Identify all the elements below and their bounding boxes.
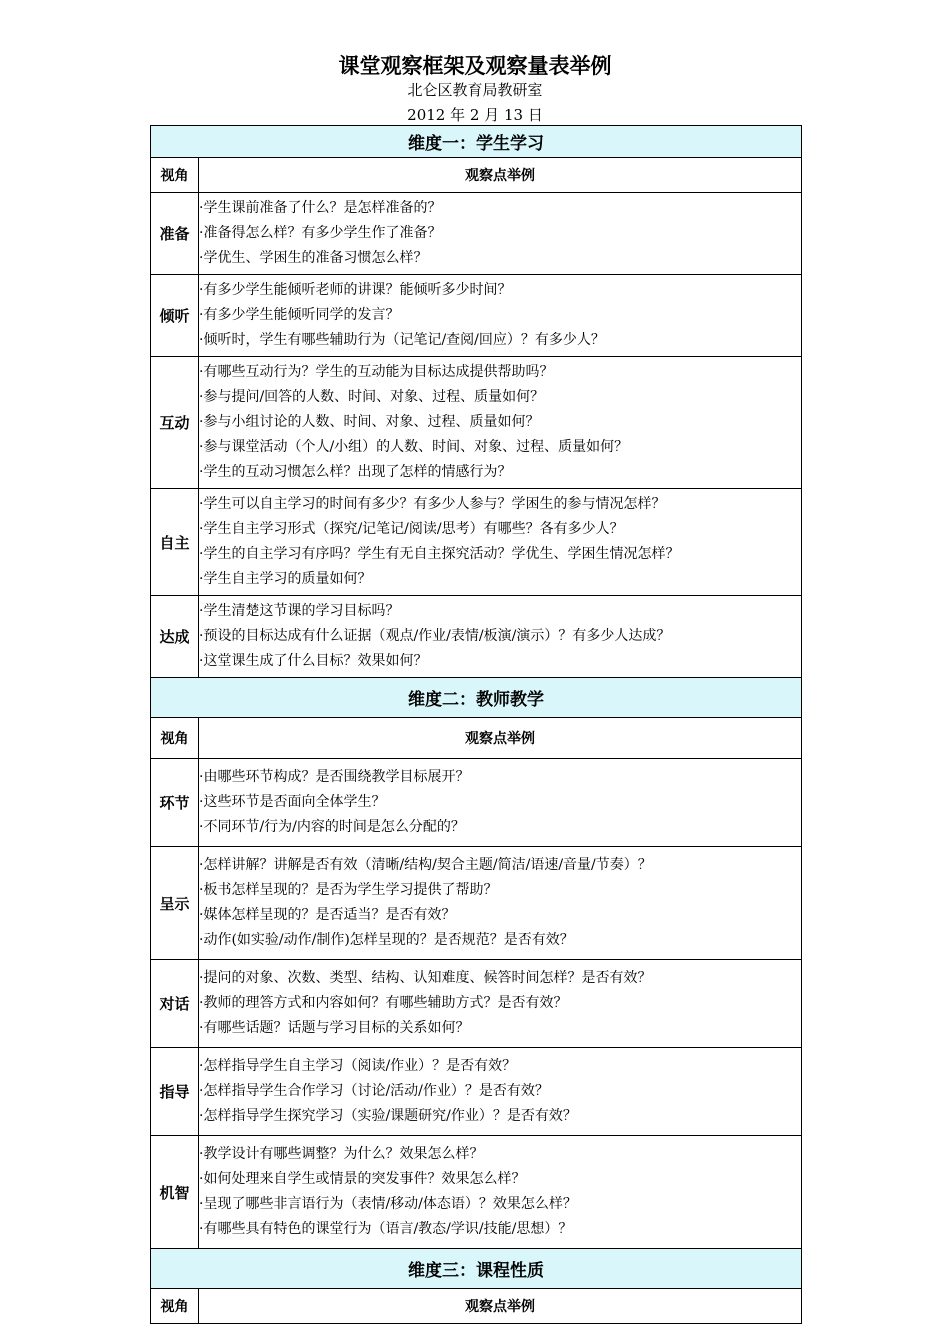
observation-point: ·呈现了哪些非言语行为（表情/移动/体态语）？效果怎么样？ (199, 1196, 577, 1212)
observation-point: ·不同环节/行为/内容的时间是怎么分配的？ (199, 819, 465, 835)
view-cell: 机智 (151, 1136, 199, 1249)
table-row (151, 193, 802, 275)
dimension-heading-row (151, 126, 802, 158)
column-header-points: 观察点举例 (199, 1289, 802, 1324)
table-row (151, 489, 802, 596)
observation-point: ·学生自主学习形式（探究/记笔记/阅读/思考）有哪些？各有多少人？ (199, 521, 624, 537)
view-cell: 达成 (151, 596, 199, 678)
observation-point: ·学生课前准备了什么？是怎样准备的？ (199, 200, 442, 216)
view-cell: 指导 (151, 1048, 199, 1136)
observation-point: ·有多少学生能倾听同学的发言？ (199, 307, 400, 323)
observation-point: ·有哪些话题？话题与学习目标的关系如何？ (199, 1020, 470, 1036)
observation-point: ·参与提问/回答的人数、时间、对象、过程、质量如何？ (199, 389, 545, 405)
observation-points-cell (199, 759, 802, 847)
table-row (151, 759, 802, 847)
dimension-heading: 维度一：学生学习 (151, 126, 802, 158)
observation-point: ·板书怎样呈现的？是否为学生学习提供了帮助？ (199, 882, 498, 898)
observation-point: ·有哪些互动行为？学生的互动能为目标达成提供帮助吗？ (199, 364, 554, 380)
view-cell: 互动 (151, 357, 199, 489)
observation-point: ·参与小组讨论的人数、时间、对象、过程、质量如何？ (199, 414, 540, 430)
view-cell: 呈示 (151, 847, 199, 960)
column-header-points: 观察点举例 (199, 718, 802, 759)
observation-points-cell (199, 1136, 802, 1249)
observation-point: ·怎样指导学生探究学习（实验/课题研究/作业）？是否有效？ (199, 1108, 577, 1124)
observation-points-cell (199, 960, 802, 1048)
dimension-heading: 维度二：教师教学 (151, 678, 802, 718)
observation-point: ·这些环节是否面向全体学生？ (199, 794, 386, 810)
table-row (151, 275, 802, 357)
observation-point: ·怎样讲解？讲解是否有效（清晰/结构/契合主题/简洁/语速/音量/节奏）？ (199, 857, 652, 873)
view-cell: 自主 (151, 489, 199, 596)
observation-points-cell (199, 357, 802, 489)
observation-point: ·由哪些环节构成？是否围绕教学目标展开？ (199, 769, 470, 785)
column-header-row (151, 158, 802, 193)
dimension-heading-row (151, 1249, 802, 1289)
column-header-view: 视角 (151, 1289, 199, 1324)
table-row (151, 596, 802, 678)
view-cell: 倾听 (151, 275, 199, 357)
observation-points-cell (199, 1048, 802, 1136)
observation-point: ·怎样指导学生合作学习（讨论/活动/作业）？是否有效？ (199, 1083, 549, 1099)
observation-point: ·这堂课生成了什么目标？效果如何？ (199, 653, 428, 669)
observation-point: ·准备得怎么样？有多少学生作了准备？ (199, 225, 442, 241)
observation-point: ·学优生、学困生的准备习惯怎么样？ (199, 250, 428, 266)
view-cell: 对话 (151, 960, 199, 1048)
observation-points-cell (199, 596, 802, 678)
dimension-heading-row (151, 678, 802, 718)
observation-point: ·倾听时，学生有哪些辅助行为（记笔记/查阅/回应）？有多少人？ (199, 332, 605, 348)
table-row (151, 960, 802, 1048)
observation-points-cell (199, 193, 802, 275)
observation-point: ·教学设计有哪些调整？为什么？效果怎么样？ (199, 1146, 484, 1162)
observation-point: ·学生可以自主学习的时间有多少？有多少人参与？学困生的参与情况怎样？ (199, 496, 666, 512)
observation-point: ·提问的对象、次数、类型、结构、认知难度、候答时间怎样？是否有效？ (199, 970, 652, 986)
observation-point: ·如何处理来自学生或情景的突发事件？效果怎么样？ (199, 1171, 526, 1187)
observation-point: ·学生清楚这节课的学习目标吗？ (199, 603, 400, 619)
dimension-heading: 维度三：课程性质 (151, 1249, 802, 1289)
observation-points-cell (199, 275, 802, 357)
observation-point: ·学生的互动习惯怎么样？出现了怎样的情感行为？ (199, 464, 512, 480)
observation-point: ·动作(如实验/动作/制作)怎样呈现的？是否规范？是否有效？ (199, 932, 574, 948)
observation-points-cell (199, 489, 802, 596)
observation-point: ·参与课堂活动（个人/小组）的人数、时间、对象、过程、质量如何？ (199, 439, 629, 455)
view-cell: 准备 (151, 193, 199, 275)
observation-point: ·有哪些具有特色的课堂行为（语言/教态/学识/技能/思想）？ (199, 1221, 573, 1237)
table-row (151, 1048, 802, 1136)
document-date: 2012 年 2 月 13 日 (407, 106, 543, 124)
column-header-view: 视角 (151, 158, 199, 193)
table-row (151, 357, 802, 489)
organization: 北仑区教育局教研室 (407, 81, 543, 99)
observation-point: ·媒体怎样呈现的？是否适当？是否有效？ (199, 907, 456, 923)
observation-point: ·预设的目标达成有什么证据（观点/作业/表情/板演/演示）？有多少人达成？ (199, 628, 671, 644)
column-header-row (151, 718, 802, 759)
document-title: 课堂观察框架及观察量表举例 (338, 54, 612, 78)
table-row (151, 1136, 802, 1249)
table-row (151, 847, 802, 960)
observation-points-cell (199, 847, 802, 960)
view-cell: 环节 (151, 759, 199, 847)
column-header-points: 观察点举例 (199, 158, 802, 193)
observation-point: ·怎样指导学生自主学习（阅读/作业）？是否有效？ (199, 1058, 517, 1074)
observation-table (150, 125, 802, 1324)
observation-point: ·有多少学生能倾听老师的讲课？能倾听多少时间？ (199, 282, 512, 298)
column-header-row (151, 1289, 802, 1324)
column-header-view: 视角 (151, 718, 199, 759)
observation-point: ·学生的自主学习有序吗？学生有无自主探究活动？学优生、学困生情况怎样？ (199, 546, 680, 562)
observation-point: ·学生自主学习的质量如何？ (199, 571, 372, 587)
observation-point: ·教师的理答方式和内容如何？有哪些辅助方式？是否有效？ (199, 995, 568, 1011)
